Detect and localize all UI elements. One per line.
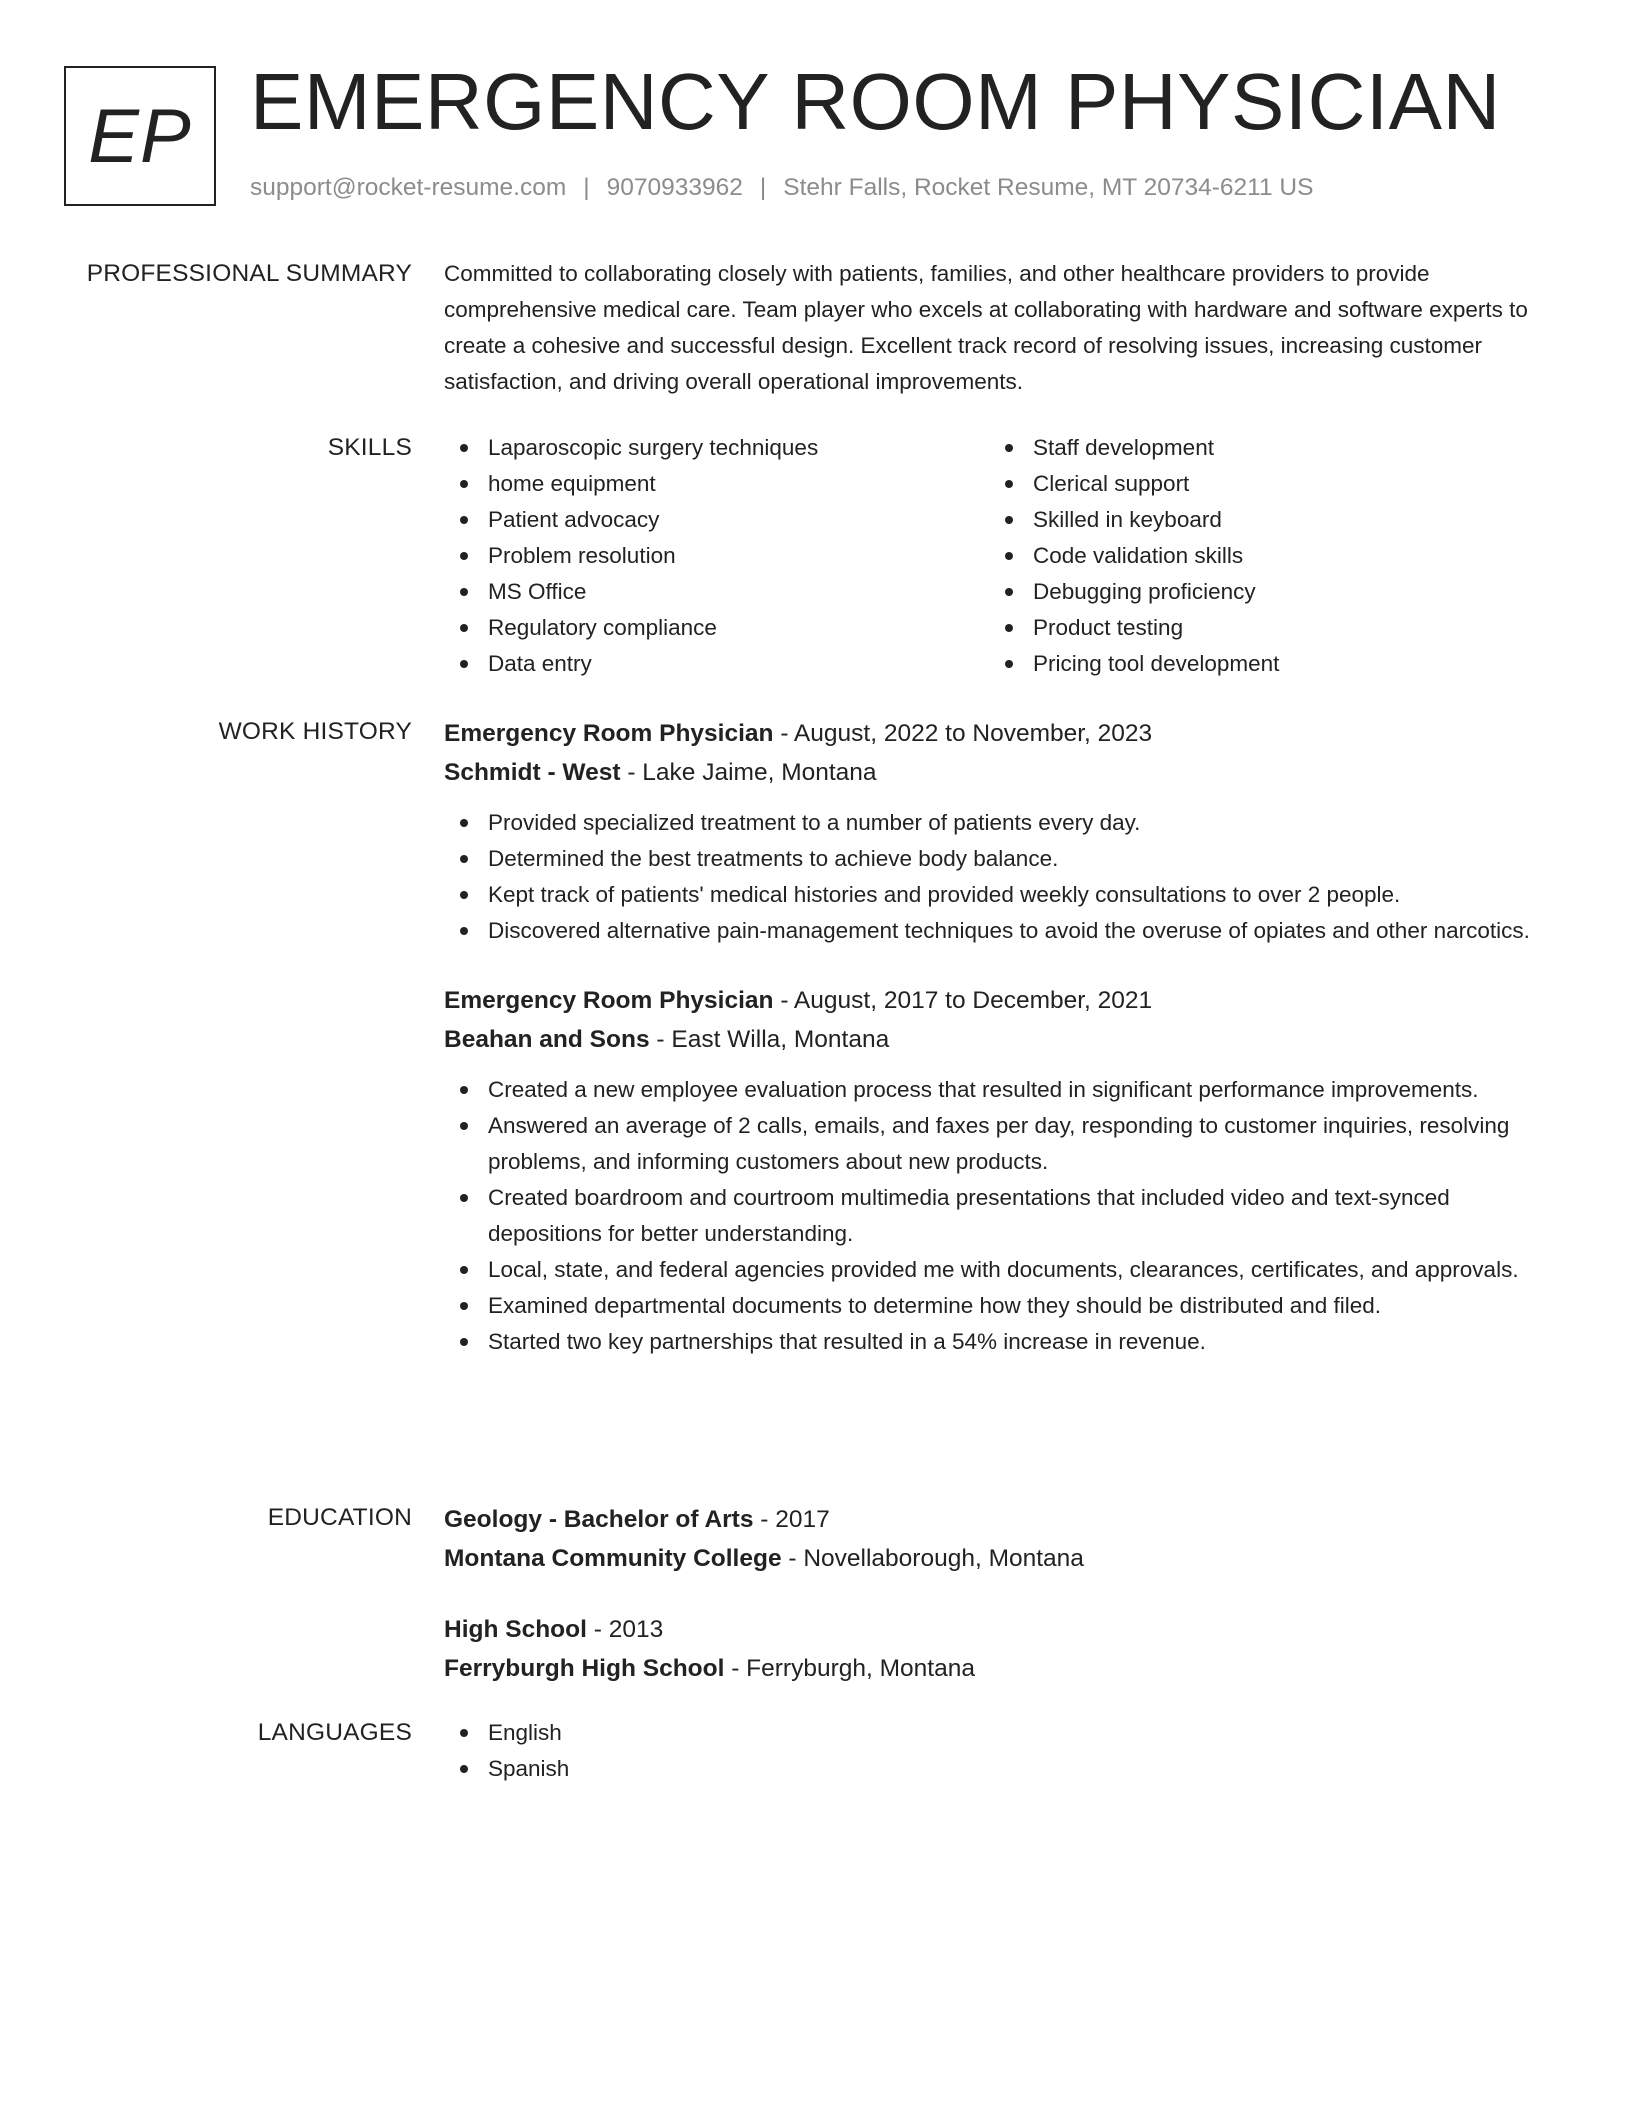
resume-title: EMERGENCY ROOM PHYSICIAN: [250, 57, 1501, 146]
education-location: - Novellaborough, Montana: [781, 1545, 1084, 1572]
skills-list-left: [444, 430, 989, 682]
education-year: - 2017: [753, 1506, 830, 1533]
job-duty: Created a new employee evaluation process that resulted in significant performance improvements.: [444, 1072, 1564, 1108]
contact-separator: |: [759, 174, 767, 201]
skill-item: Clerical support: [989, 466, 1534, 502]
job-entry: [444, 714, 1564, 949]
job-duties-list: [444, 805, 1564, 949]
skill-item: Data entry: [444, 646, 989, 682]
job-duty: Determined the best treatments to achieve body balance.: [444, 841, 1564, 877]
job-company: Schmidt - West: [444, 759, 621, 786]
job-duty: Created boardroom and courtroom multimedia presentations that included video and text-synced depositions for better understanding.: [444, 1180, 1564, 1252]
monogram-logo: EP: [64, 66, 216, 206]
education-school: Montana Community College: [444, 1545, 782, 1572]
languages-list: [444, 1715, 1564, 1787]
skill-item: Patient advocacy: [444, 502, 989, 538]
skill-item: Problem resolution: [444, 538, 989, 574]
skill-item: Pricing tool development: [989, 646, 1534, 682]
job-title-line: [444, 714, 1564, 753]
section-label-skills: SKILLS: [327, 434, 412, 461]
job-company-line: [444, 1020, 1564, 1059]
job-duty: Kept track of patients' medical histories and provided weekly consultations to over 2 people.: [444, 877, 1564, 913]
job-duty: Examined departmental documents to determine how they should be distributed and filed.: [444, 1288, 1564, 1324]
job-location: - East Willa, Montana: [649, 1026, 890, 1053]
skill-item: home equipment: [444, 466, 989, 502]
education-year: - 2013: [586, 1616, 664, 1643]
job-dates: - August, 2022 to November, 2023: [773, 720, 1153, 747]
job-company: Beahan and Sons: [444, 1026, 650, 1053]
education-location: - Ferryburgh, Montana: [724, 1655, 975, 1682]
education-school: Ferryburgh High School: [444, 1655, 725, 1682]
skill-item: Skilled in keyboard: [989, 502, 1534, 538]
education-entry: [444, 1500, 1564, 1578]
job-dates: - August, 2017 to December, 2021: [773, 987, 1153, 1014]
skills-list-right: [989, 430, 1534, 682]
contact-phone[interactable]: 9070933962: [606, 174, 743, 201]
education-degree-line: [444, 1500, 1564, 1539]
job-company-line: [444, 753, 1564, 792]
job-title: Emergency Room Physician: [444, 720, 774, 747]
job-duty: Answered an average of 2 calls, emails, and faxes per day, responding to customer inquiries, resolving problems, and informing customers about new products.: [444, 1108, 1564, 1180]
skill-item: MS Office: [444, 574, 989, 610]
job-title: Emergency Room Physician: [444, 987, 774, 1014]
summary-text: Committed to collaborating closely with patients, families, and other healthcare providers to provide comprehensive medical care. Team player who excels at collaborating with hardware and software experts to create a cohesive and successful design. Excellent track record of resolving issues, increasing customer satisfaction, and driving overall operational improvements.: [444, 261, 1528, 394]
language-item: Spanish: [444, 1751, 1564, 1787]
education-degree: High School: [444, 1616, 587, 1643]
job-entry: [444, 981, 1564, 1360]
skill-item: Product testing: [989, 610, 1534, 646]
contact-separator: |: [583, 174, 590, 201]
job-duty: Local, state, and federal agencies provided me with documents, clearances, certificates, and approvals.: [444, 1252, 1564, 1288]
skill-item: Regulatory compliance: [444, 610, 989, 646]
skill-item: Staff development: [989, 430, 1534, 466]
education-degree: Geology - Bachelor of Arts: [444, 1506, 754, 1533]
section-label-languages: LANGUAGES: [257, 1719, 412, 1746]
job-duties-list: [444, 1072, 1564, 1360]
education-school-line: [444, 1649, 1564, 1688]
contact-email[interactable]: support@rocket-resume.com: [250, 174, 567, 201]
section-label-education: EDUCATION: [267, 1504, 412, 1531]
contact-address: Stehr Falls, Rocket Resume, MT 20734-6211 US: [783, 174, 1314, 201]
skill-item: Laparoscopic surgery techniques: [444, 430, 989, 466]
job-location: - Lake Jaime, Montana: [620, 759, 877, 786]
education-school-line: [444, 1539, 1564, 1578]
language-item: English: [444, 1715, 1564, 1751]
section-label-work-history: WORK HISTORY: [218, 718, 412, 745]
contact-line: [250, 174, 1313, 202]
section-label-summary: PROFESSIONAL SUMMARY: [86, 260, 412, 287]
skill-item: Debugging proficiency: [989, 574, 1534, 610]
job-duty: Started two key partnerships that resulted in a 54% increase in revenue.: [444, 1324, 1564, 1360]
education-degree-line: [444, 1610, 1564, 1649]
skill-item: Code validation skills: [989, 538, 1534, 574]
job-duty: Discovered alternative pain-management techniques to avoid the overuse of opiates and other narcotics.: [444, 913, 1564, 949]
job-title-line: [444, 981, 1564, 1020]
education-entry: [444, 1610, 1564, 1688]
job-duty: Provided specialized treatment to a number of patients every day.: [444, 805, 1564, 841]
